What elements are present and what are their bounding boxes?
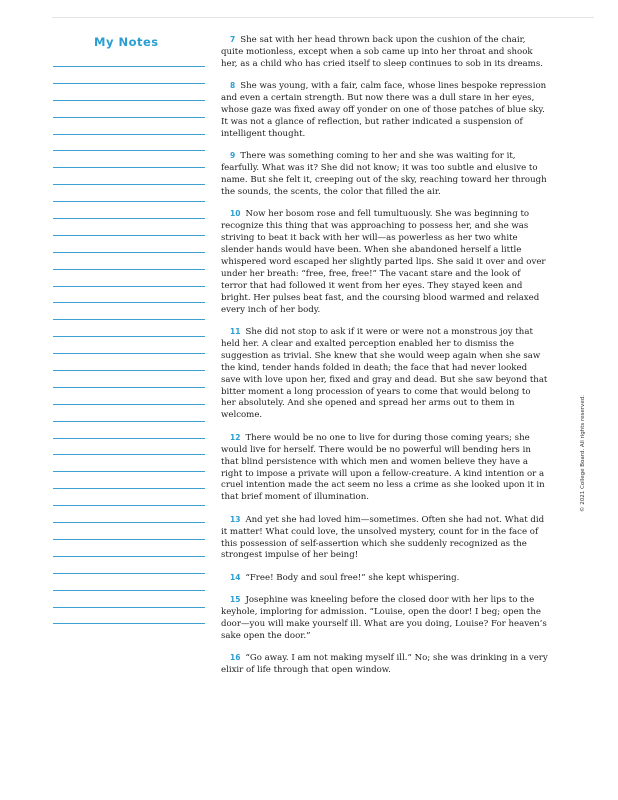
paragraph (221, 150, 548, 199)
note-line[interactable] (53, 522, 205, 523)
paragraph-number: 15 (230, 595, 241, 605)
paragraph (221, 326, 548, 422)
paragraph-number: 9 (230, 151, 236, 161)
paragraph-text: “Free! Body and soul free!” she kept whispering. (245, 572, 460, 583)
note-line[interactable] (53, 336, 205, 337)
paragraph-number: 13 (230, 514, 241, 524)
paragraph-number: 14 (230, 572, 241, 582)
note-line[interactable] (53, 387, 205, 388)
paragraph (221, 594, 548, 643)
paragraph (221, 572, 548, 585)
paragraph (221, 34, 548, 71)
note-line[interactable] (53, 184, 205, 185)
note-line[interactable] (53, 66, 205, 67)
note-line[interactable] (53, 252, 205, 253)
top-rule (52, 17, 594, 18)
note-line[interactable] (53, 573, 205, 574)
paragraph (221, 80, 548, 141)
note-line[interactable] (53, 353, 205, 354)
note-line[interactable] (53, 607, 205, 608)
note-line[interactable] (53, 269, 205, 270)
note-line[interactable] (53, 370, 205, 371)
story-text (221, 34, 548, 687)
paragraph-text: Josephine was kneeling before the closed door with her lips to the keyhole, imploring for admission. “Louise, open the door! I beg; open the door—you will make yourself ill. What are you doing, Louise? For heaven’s sake open the door.” (221, 595, 547, 641)
note-line[interactable] (53, 134, 205, 135)
note-line[interactable] (53, 235, 205, 236)
copyright-text: © 2021 College Board. All rights reserved. (580, 395, 586, 512)
paragraph-text: She was young, with a fair, calm face, whose lines bespoke repression and even a certain strength. But now there was a dull stare in her eyes, whose gaze was fixed away off yonder on one of those patches of blue sky. It was not a glance of reflection, but rather indicated a suspension of intelligent thought. (221, 81, 547, 139)
note-line[interactable] (53, 556, 205, 557)
paragraph-number: 8 (230, 81, 236, 91)
note-line[interactable] (53, 201, 205, 202)
note-line[interactable] (53, 218, 205, 219)
note-line[interactable] (53, 286, 205, 287)
paragraph (221, 652, 548, 677)
paragraph (221, 208, 548, 316)
note-line[interactable] (53, 150, 205, 151)
note-line[interactable] (53, 302, 205, 303)
paragraph-number: 11 (230, 327, 241, 337)
paragraph-text: There would be no one to live for during those coming years; she would live for herself. There would be no powerful will bending hers in that blind persistence with which men and women believe they have a right to impose a private will upon a fellow-creature. A kind intention or a cruel intention made the act seem no less a crime as she looked upon it in that brief moment of illumination. (221, 432, 545, 503)
note-line[interactable] (53, 100, 205, 101)
paragraph-text: And yet she had loved him—sometimes. Often she had not. What did it matter! What could love, the unsolved mystery, count for in the face of this possession of self-assertion which she suddenly recognized as the strongest impulse of her being! (221, 514, 545, 561)
note-line[interactable] (53, 438, 205, 439)
note-line[interactable] (53, 117, 205, 118)
note-line[interactable] (53, 539, 205, 540)
note-line[interactable] (53, 319, 205, 320)
paragraph (221, 514, 548, 563)
note-line[interactable] (53, 421, 205, 422)
paragraph-number: 10 (230, 209, 241, 219)
note-line[interactable] (53, 590, 205, 591)
paragraph-text: Now her bosom rose and fell tumultuously. She was beginning to recognize this thing that was approaching to possess her, and she was striving to beat it back with her will—as powerless as her two white slender hands would have been. When she abandoned herself a little whispered word escaped her slightly parted lips. She said it over and over under her breath: “free, free, free!” The vacant stare and the look of terror that had followed it went from her eyes. They stayed keen and bright. Her pulses beat fast, and the coursing blood warmed and relaxed every inch of her body. (221, 209, 546, 315)
copyright-notice (578, 392, 586, 512)
paragraph-text: There was something coming to her and she was waiting for it, fearfully. What was it? She did not know; it was too subtle and elusive to name. But she felt it, creeping out of the sky, reaching toward her through the sounds, the scents, the color that filled the air. (221, 151, 547, 197)
note-line[interactable] (53, 167, 205, 168)
notes-lines (53, 66, 205, 640)
note-line[interactable] (53, 471, 205, 472)
note-line[interactable] (53, 454, 205, 455)
my-notes-heading: My Notes (94, 35, 159, 49)
paragraph-text: “Go away. I am not making myself ill.” No; she was drinking in a very elixir of life through that open window. (221, 653, 548, 676)
note-line[interactable] (53, 505, 205, 506)
paragraph (221, 432, 548, 504)
paragraph-text: She did not stop to ask if it were or were not a monstrous joy that held her. A clear and exalted perception enabled her to dismiss the suggestion as trivial. She knew that she would weep again when she saw the kind, tender hands folded in death; the face that had never looked save with love upon her, fixed and gray and dead. But she saw beyond that bitter moment a long procession of years to come that would belong to her absolutely. And she opened and spread her arms out to them in welcome. (221, 327, 548, 421)
paragraph-number: 12 (230, 432, 241, 442)
note-line[interactable] (53, 623, 205, 624)
paragraph-number: 16 (230, 653, 241, 663)
note-line[interactable] (53, 83, 205, 84)
paragraph-text: She sat with her head thrown back upon the cushion of the chair, quite motionless, except when a sob came up into her throat and shook her, as a child who has cried itself to sleep continues to sob in its dreams. (221, 35, 543, 69)
note-line[interactable] (53, 404, 205, 405)
paragraph-number: 7 (230, 35, 236, 44)
note-line[interactable] (53, 488, 205, 489)
